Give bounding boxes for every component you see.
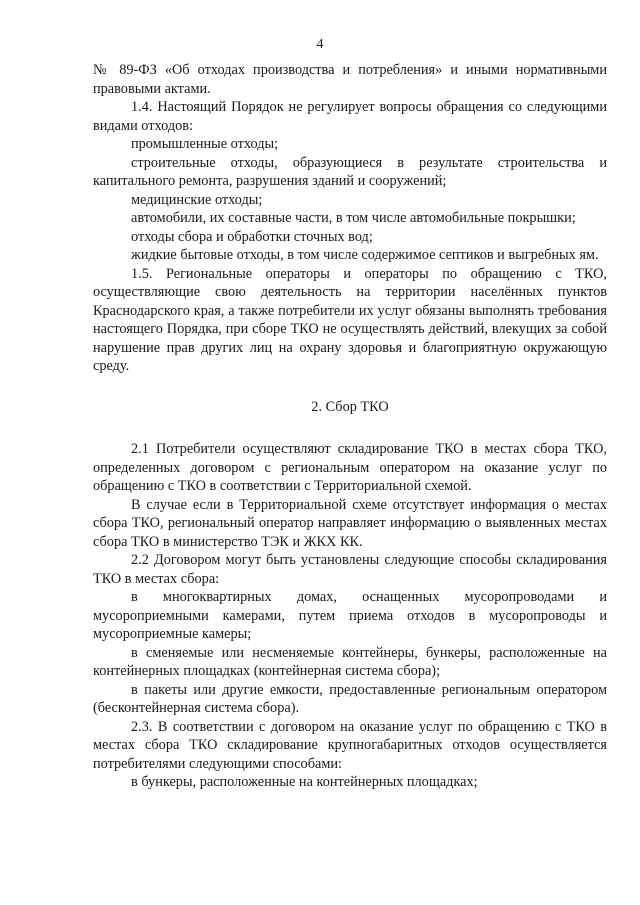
list-item: строительные отходы, образующиеся в результате строительства и капитального ремонта, разрушения зданий и сооружений; (93, 154, 607, 189)
paragraph-1-4: 1.4. Настоящий Порядок не регулирует вопросы обращения со следующими видами отходов: (93, 99, 607, 134)
list-item: в бункеры, расположенные на контейнерных площадках; (131, 774, 478, 790)
section-heading: 2. Сбор ТКО (311, 398, 389, 415)
list-item: медицинские отходы; (131, 191, 263, 208)
list-item: в сменяемые или несменяемые контейнеры, бункеры, расположенные на контейнерных площадках (контейнерная система сбора); (93, 644, 607, 679)
document-body (93, 61, 607, 792)
list-item: в многоквартирных домах, оснащенных мусоропроводами и мусороприемными камерами, путем приема отходов в мусоропроводы и мусороприемные камеры; (93, 589, 607, 642)
paragraph-1-5: 1.5. Региональные операторы и операторы по обращению с ТКО, осуществляющие свою деятельность на территории населённых пунктов Краснодарского края, а также потребители их услуг обязаны выполнять требования настоящего Порядка, при сборе ТКО не осуществлять действий, влекущих за собой нарушение прав других лиц на охрану здоровья и благоприятную окружающую среду. (93, 265, 607, 374)
paragraph-2-2: 2.2 Договором могут быть установлены следующие способы складирования ТКО в местах сбора: (93, 552, 607, 587)
list-item: промышленные отходы; (131, 136, 279, 152)
list-item: автомобили, их составные части, в том числе автомобильные покрышки; (131, 210, 576, 226)
list-item: жидкие бытовые отходы, в том числе содержимое септиков и выгребных ям. (131, 247, 599, 263)
paragraph-2-1: 2.1 Потребители осуществляют складирование ТКО в местах сбора ТКО, определенных договором с региональным оператором на оказание услуг по обращению с ТКО в соответствии с Территориальной схемой. (93, 441, 607, 494)
page-number: 4 (316, 37, 324, 52)
paragraph-2-3: 2.3. В соответствии с договором на оказание услуг по обращению с ТКО в местах сбора ТКО складирование крупногабаритных отходов осуществляется потребителями следующими способами: (93, 718, 607, 772)
paragraph-intro: № 89-ФЗ «Об отходах производства и потребления» и иными нормативными правовыми актами. (93, 62, 607, 97)
list-item: в пакеты или другие емкости, предоставленные региональным оператором (бесконтейнерная система сбора). (93, 681, 607, 716)
list-item: отходы сбора и обработки сточных вод; (131, 228, 373, 245)
paragraph-case: В случае если в Территориальной схеме отсутствует информация о местах сбора ТКО, региональный оператор направляет информацию о выявленных местах сбора ТКО в министерство ТЭК и ЖКХ КК. (93, 496, 607, 550)
